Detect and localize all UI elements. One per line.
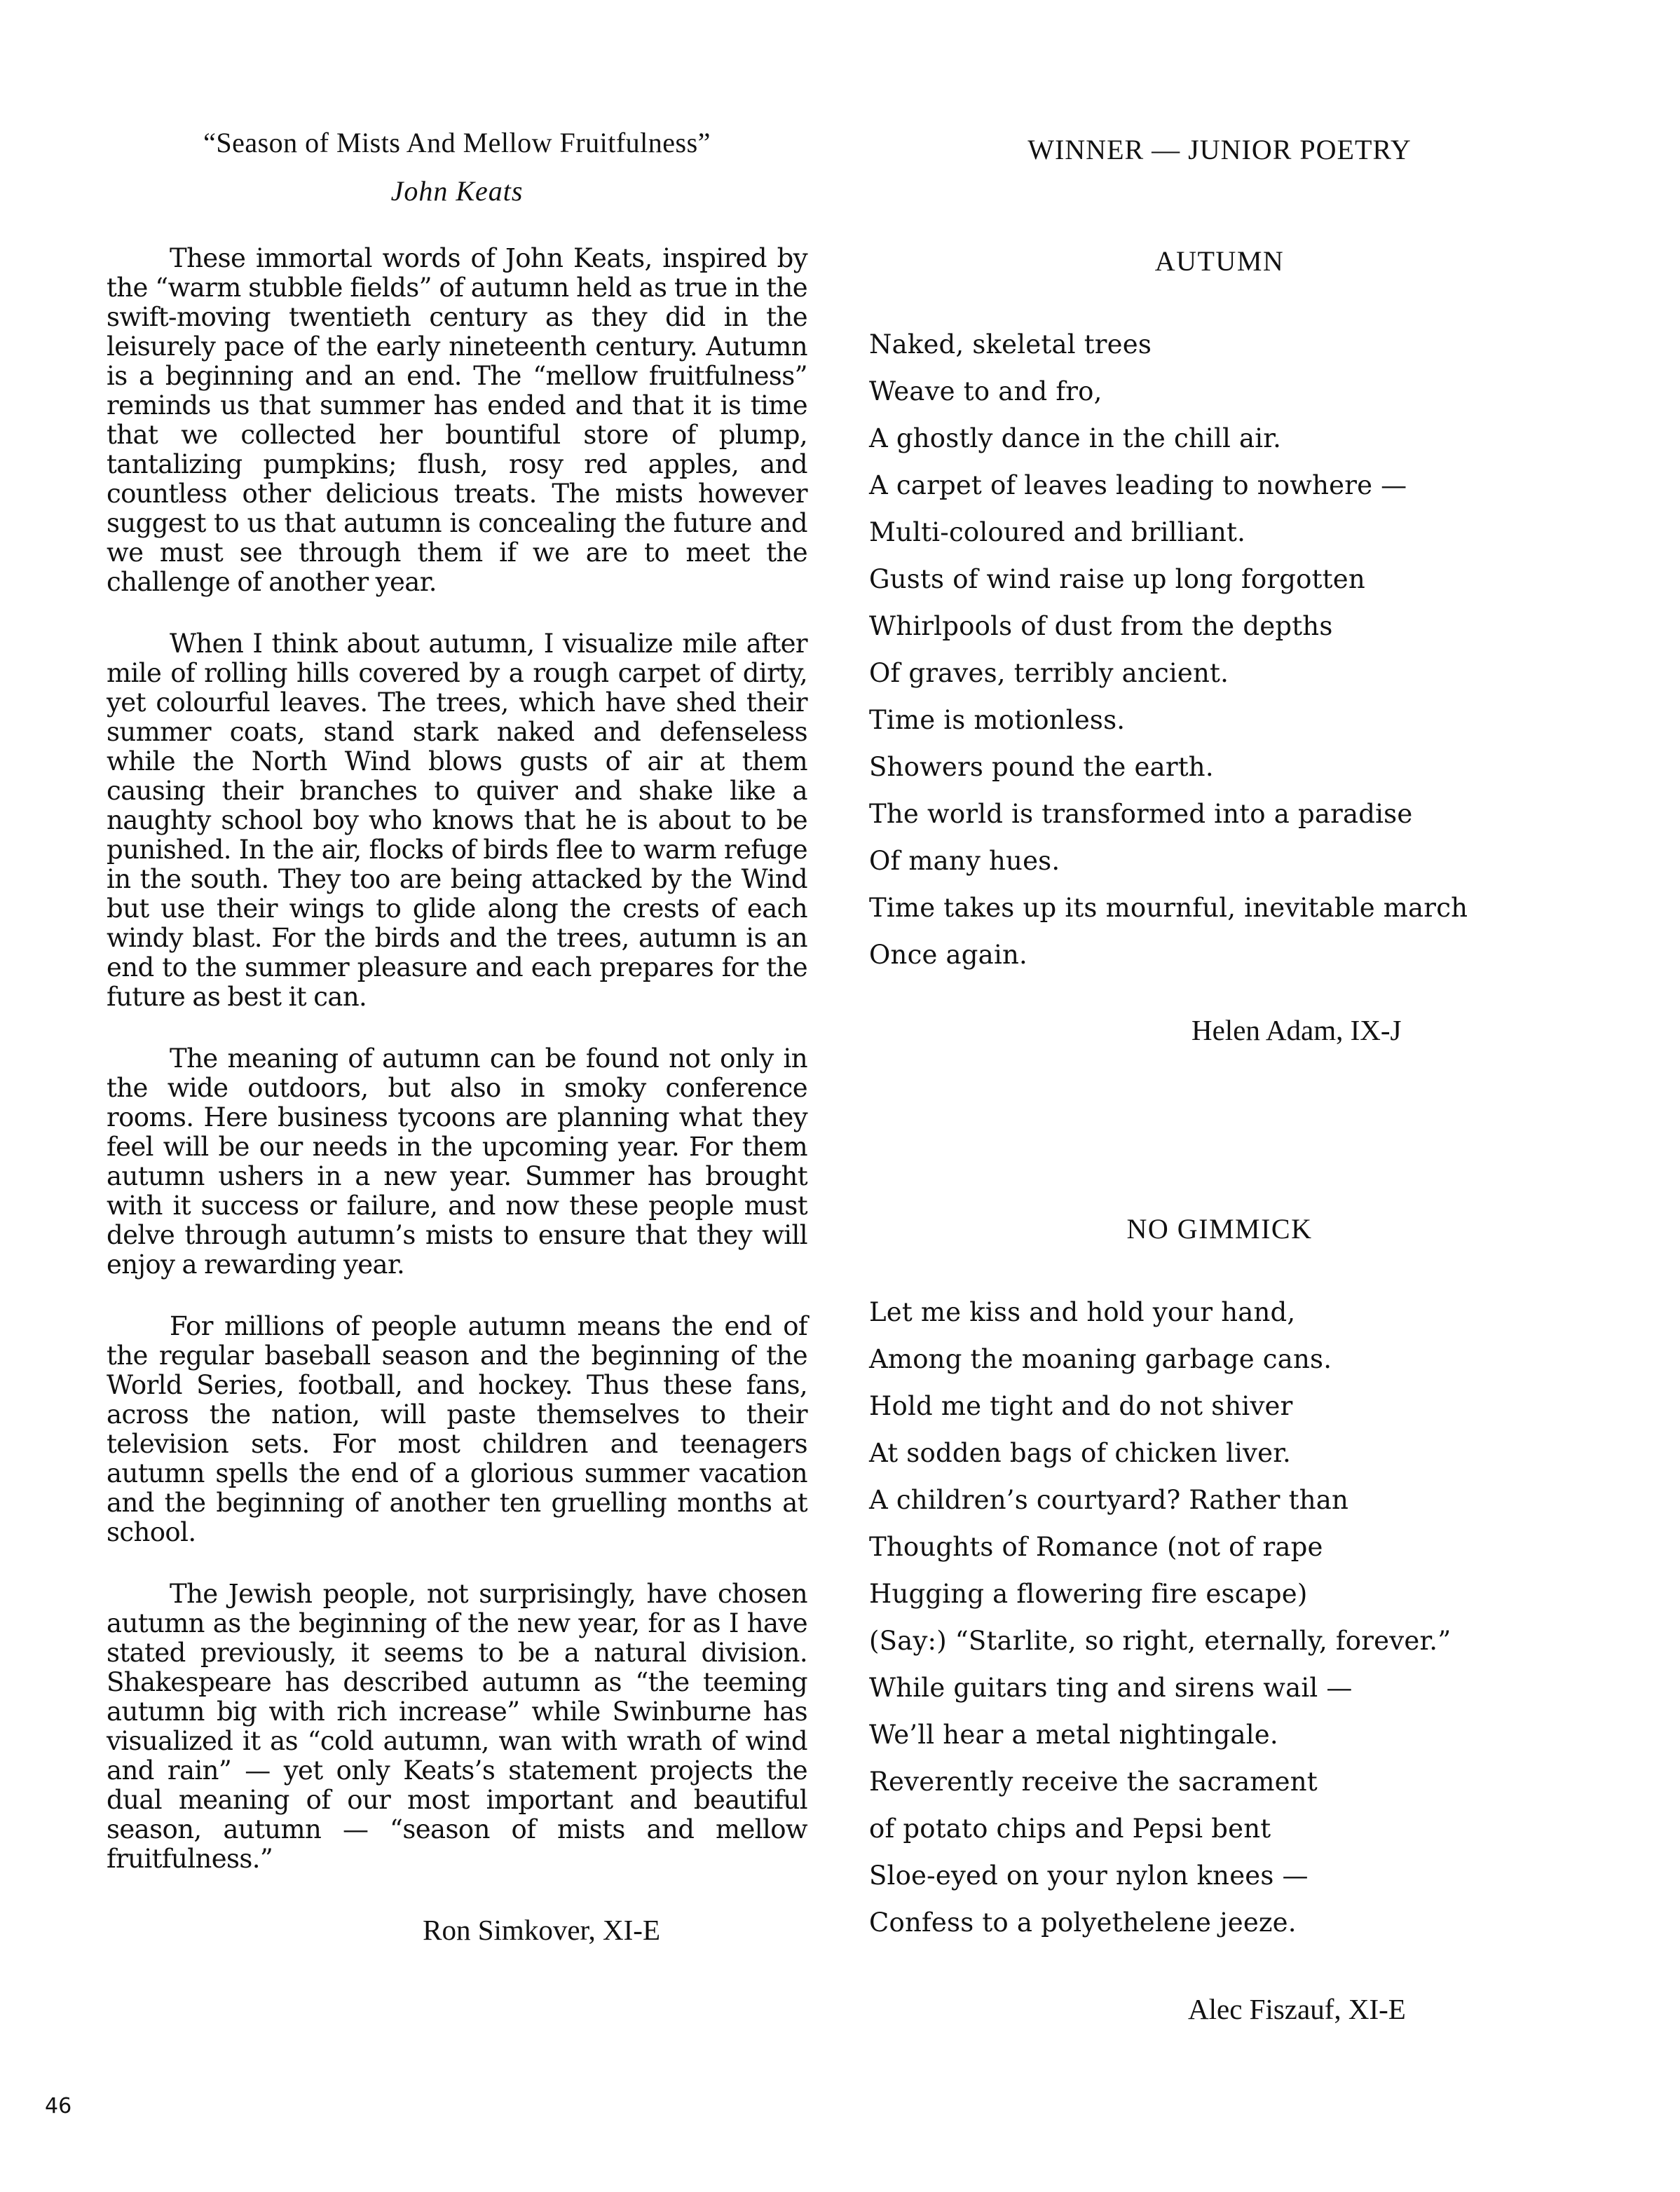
poem-line: Hold me tight and do not shiver [869, 1391, 1293, 1421]
poem-line: Among the moaning garbage cans. [869, 1344, 1332, 1374]
poem-line: While guitars ting and sirens wail — [869, 1673, 1353, 1703]
poem-autumn [869, 321, 1570, 978]
poem-line: Naked, skeletal trees [869, 329, 1152, 359]
poem-line: (Say:) “Starlite, so right, eternally, forever.” [869, 1626, 1452, 1656]
poem-line: Multi-coloured and brilliant. [869, 517, 1246, 547]
page-number: 46 [45, 2094, 72, 2118]
poem-line: of potato chips and Pepsi bent [869, 1814, 1271, 1844]
essay-column [107, 126, 807, 1947]
poem-line: A children’s courtyard? Rather than [869, 1485, 1349, 1515]
poem-line: Reverently receive the sacrament [869, 1767, 1318, 1797]
poem-line: Weave to and fro, [869, 376, 1102, 406]
poem-line: Showers pound the earth. [869, 752, 1214, 782]
poem-line: Confess to a polyethelene jeeze. [869, 1907, 1297, 1938]
essay-body [107, 244, 807, 1874]
poem-line: A carpet of leaves leading to nowhere — [869, 470, 1407, 500]
poem-author-no-gimmick: Alec Fiszauf, XI-E [1188, 1993, 1406, 2025]
poem-title-autumn: AUTUMN [1154, 245, 1285, 277]
essay-paragraph: For millions of people autumn means the end of the regular baseball season and the beginning of the World Series, football, and hockey. Thus these fans, across the nation, will paste themselves to their television sets. For most children and teenagers autumn spells the end of a glorious summer vacation and the beginning of another ten gruelling months at school. [107, 1311, 807, 1547]
essay-author: Ron Simkover, XI-E [423, 1914, 660, 1946]
poem-line: The world is transformed into a paradise [869, 799, 1413, 829]
poem-line: We’ll hear a metal nightingale. [869, 1720, 1278, 1750]
poem-line: Once again. [869, 940, 1027, 970]
poem-line: Of graves, terribly ancient. [869, 658, 1229, 688]
poem-line: Time takes up its mournful, inevitable march [869, 893, 1468, 923]
poem-no-gimmick [869, 1289, 1570, 1946]
essay-title: “Season of Mists And Mellow Fruitfulness” [203, 127, 711, 158]
essay-paragraph: The meaning of autumn can be found not only in the wide outdoors, but also in smoky conference rooms. Here business tycoons are planning what they feel will be our needs in the upcoming year. For them autumn ushers in a new year. Summer has brought with it success or failure, and now these people must delve through autumn’s mists to ensure that they will enjoy a rewarding year. [107, 1043, 807, 1280]
essay-paragraph: The Jewish people, not surprisingly, have chosen autumn as the beginning of the new year, for as I have stated previously, it seems to be a natural division. Shakespeare has described autumn as “the teeming autumn big with rich increase” while Swinburne has visualized it as “cold autumn, wan with wrath of wind and rain” — yet only Keats’s statement projects the dual meaning of our most important and beautiful season, autumn — “season of mists and mellow fruitfulness.” [107, 1579, 807, 1874]
poem-title-no-gimmick: NO GIMMICK [1126, 1213, 1313, 1245]
essay-paragraph: These immortal words of John Keats, inspired by the “warm stubble fields” of autumn held as true in the swift-moving twentieth century as they did in the leisurely pace of the early nineteenth century. Autumn is a beginning and an end. The “mellow fruitfulness” reminds us that summer has ended and that it is time that we collected her bountiful store of plump, tantalizing pumpkins; flush, rosy red apples, and countless other delicious treats. The mists however suggest to us that autumn is concealing the future and we must see through them if we are to meet the challenge of another year. [107, 243, 807, 597]
essay-paragraph: When I think about autumn, I visualize mile after mile of rolling hills covered by a rough carpet of dirty, yet colourful leaves. The trees, which have shed their summer coats, stand stark naked and defenseless while the North Wind blows gusts of air at them causing their branches to quiver and shake like a naughty school boy who knows that he is about to be punished. In the air, flocks of birds flee to warm refuge in the south. They too are being attacked by the Wind but use their wings to glide along the crests of each windy blast. For the birds and the trees, autumn is an end to the summer pleasure and each prepares for the future as best it can. [107, 629, 807, 1012]
section-label: WINNER — JUNIOR POETRY [1027, 134, 1412, 165]
poem-line: A ghostly dance in the chill air. [869, 423, 1282, 453]
poem-line: Thoughts of Romance (not of rape [869, 1532, 1323, 1562]
poem-line: At sodden bags of chicken liver. [869, 1438, 1291, 1468]
poetry-column [869, 133, 1570, 2026]
poem-line: Gusts of wind raise up long forgotten [869, 564, 1365, 594]
poem-line: Let me kiss and hold your hand, [869, 1297, 1296, 1327]
poem-line: Hugging a flowering fire escape) [869, 1579, 1308, 1609]
essay-attribution: John Keats [390, 175, 524, 207]
poem-author-autumn: Helen Adam, IX-J [1191, 1014, 1402, 1046]
poem-line: Time is motionless. [869, 705, 1126, 735]
poem-line: Of many hues. [869, 846, 1060, 876]
poem-line: Whirlpools of dust from the depths [869, 611, 1333, 641]
poem-line: Sloe-eyed on your nylon knees — [869, 1861, 1309, 1891]
